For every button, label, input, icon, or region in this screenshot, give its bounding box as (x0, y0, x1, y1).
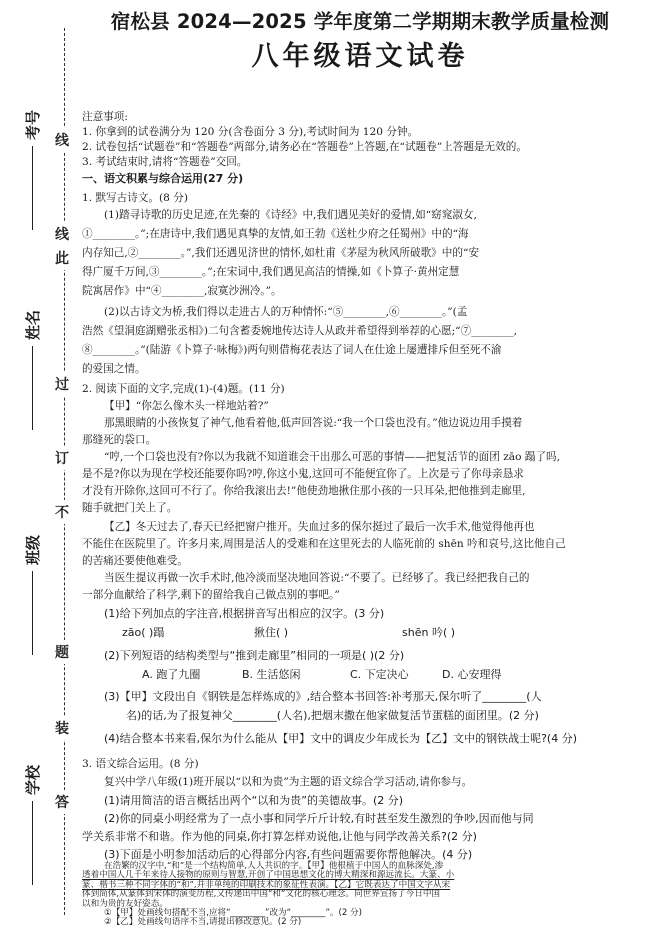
seal-word: 此 (55, 246, 69, 270)
pinyin-item[interactable]: shēn 吟( ) (402, 626, 456, 639)
passage-line: 不能住在医院里了。许多月来,周围是活人的受难和在这里死去的人临死前的 shēn 吟和哀号,这比他自己 (82, 538, 566, 550)
passage-line: 那缝死的袋口。 (82, 434, 157, 446)
name-label: 姓名 (23, 310, 42, 341)
passage-line: 随手就把门关上了。 (82, 502, 178, 514)
seal-word: 装 (55, 716, 69, 740)
passage-line: 透着中国人几千年来待人接物的原则与智慧,开创了中国思想文化的博大精深和源远流长。大篆、小 (82, 870, 455, 881)
q1-line: ①________。”;在唐诗中,我们遇见真挚的友情,如王勃《送杜少府之任蜀州》中的“海 (82, 228, 469, 240)
passage-line: 体到简体,从篆体到宋体的演变历程,又传递出中国“和”文化的核心理念。向世界宣扬了今日中国 (82, 889, 441, 900)
passage-line: 当医生提议再做一次手术时,他冷淡而坚决地回答说:“不要了。已经够了。我已经把我自己的 (104, 572, 530, 584)
option-c[interactable]: C. 下定决心 (350, 668, 409, 681)
exam-paper (82, 0, 642, 929)
passage-line: 以和为贵的友好姿态。 (82, 898, 168, 909)
seal-word: 不 (55, 500, 69, 524)
notice-item: 2. 试卷包括“试题卷”和“答题卷”两部分,请务必在“答题卷”上答题,在“试题卷”上答题是无效的。 (82, 141, 527, 153)
q1-line: 院寓居作》中“④________,寂寞沙洲冷。”。 (82, 285, 282, 297)
exam-number-label: 考号 (23, 110, 42, 141)
passage-line: 【甲】“你怎么像木头一样地站着?” (104, 400, 269, 412)
q1-line: ⑧________。”(陆游《卜算子·咏梅》)两句则借梅花表达了词人在仕途上屡遭排斥但至死不渝 (82, 344, 502, 356)
sub-question: (1)给下列加点的字注音,根据拼音写出相应的汉字。(3 分) (104, 607, 385, 620)
school-blank[interactable] (32, 801, 33, 885)
seal-word: 订 (55, 446, 69, 470)
sub-question: (2)下列短语的结构类型与“推到走廊里”相同的一项是( )(2 分) (104, 649, 405, 662)
class-field[interactable] (22, 535, 42, 655)
exam-title: 宿松县 2024—2025 学年度第二学期期末教学质量检测 (110, 10, 610, 33)
pinyin-item[interactable]: 揪住( ) (254, 626, 289, 639)
question-title: 2. 阅读下面的文字,完成(1)-(4)题。(11 分) (82, 383, 285, 395)
seal-word: 线 (55, 222, 69, 246)
pinyin-item[interactable]: zāo( )蹋 (122, 626, 165, 639)
sub-question: (3)【甲】文段出自《钢铁是怎样炼成的》,结合整本书回答:补考那天,保尔听了________(人 (104, 690, 542, 703)
class-label: 班级 (23, 535, 42, 566)
q1-line: 的爱国之情。 (82, 363, 146, 375)
q1-line: (1)踏寻诗歌的历史足迹,在先秦的《诗经》中,我们遇见美好的爱情,如“窈窕淑女, (104, 209, 477, 221)
passage-line: 一部分血献给了科学,剩下的留给我自己做点别的事吧。” (82, 589, 340, 601)
fix-question: ②【乙】处画线句语序不当,请提出修改意见。(2 分) (104, 917, 302, 928)
option-a[interactable]: A. 跑了九圈 (142, 668, 201, 681)
seal-word: 过 (55, 372, 69, 396)
seal-line (64, 28, 65, 915)
q1-line: 得广厦千万间,③________。”;在宋词中,我们遇见高洁的情操,如《卜算子·黄州定慧 (82, 266, 460, 278)
notice-heading: 注意事项: (82, 111, 128, 123)
option-d[interactable]: D. 心安理得 (442, 668, 502, 681)
fix-question: ①【甲】处画线句搭配不当,应将“________”改为“________”。(2 分) (104, 908, 362, 918)
binding-margin (0, 0, 78, 929)
seal-word: 答 (55, 790, 69, 814)
q1-line: 内存知己,②________。”,我们还遇见济世的情怀,如杜甫《茅屋为秋风所破歌》中的“安 (82, 247, 480, 259)
question-title: 1. 默写古诗文。(8 分) (82, 192, 189, 204)
passage-line: 的苦痛还要使他难受。 (82, 555, 188, 567)
notice-item: 3. 考试结束时,请将“答题卷”交回。 (82, 156, 248, 168)
option-b[interactable]: B. 生活悠闲 (242, 668, 301, 681)
passage-line: 【乙】冬天过去了,春天已经把窗户推开。失血过多的保尔挺过了最后一次手术,他觉得他再也 (104, 521, 535, 533)
passage-line: 篆、楷书三种不同字体的“和”,并非单纯的印刷技术的象征性表演。【乙】它既表达了中国文字从宋 (82, 879, 451, 890)
sub-question: (2)你的同桌小明经常为了一点小事和同学斤斤计较,有时甚至发生激烈的争吵,因而他与同 (104, 812, 534, 825)
exam-number-field[interactable] (22, 110, 42, 230)
section-heading: 一、语文积累与综合运用(27 分) (82, 172, 244, 185)
sub-question: (4)结合整本书来看,保尔为什么能从【甲】文中的调皮少年成长为【乙】文中的钢铁战士呢?(4 分) (104, 732, 577, 745)
passage-line: 才没有开除你,这回可不行了。你给我滚出去!”他使劲地揪住那小孩的一只耳朵,把他推到走廊里, (82, 485, 526, 497)
passage-line: 在浩繁的汉字中,“和”是一个结构简单,人人共识的字。【甲】他根植于中国人的血脉深处,渗 (104, 861, 444, 871)
passage-line: 是不是?你以为现在学校还能要你吗?哼,你这小鬼,这回可不能便宜你了。上次是亏了你母亲恳求 (82, 468, 524, 480)
school-field[interactable] (22, 765, 42, 885)
q1-line: (2)以古诗文为桥,我们得以走进古人的万种情怀:“⑤________,⑥________。”(孟 (104, 306, 468, 318)
class-blank[interactable] (32, 571, 33, 655)
q3-intro: 复兴中学八年级(1)班开展以“以和为贵”为主题的语文综合学习活动,请你参与。 (104, 776, 473, 788)
passage-line: “哼,一个口袋也没有?你以为我就不知道谁会干出那么可恶的事情——把复活节的面团 zāo 蹋了吗, (104, 451, 560, 463)
sub-question: 名)的话,为了报复神父________(人名),把烟末撒在他家做复活节蛋糕的面团里。(2 分) (126, 709, 539, 722)
exam-number-blank[interactable] (32, 146, 33, 230)
name-blank[interactable] (32, 346, 33, 430)
sub-question: (3)下面是小明参加活动后的心得部分内容,有些问题需要你帮他解决。(4 分) (104, 848, 473, 861)
school-label: 学校 (23, 765, 42, 796)
passage-line: 那黑眼睛的小孩恢复了神气,他看着他,低声回答说:“我一个口袋也没有。”他边说边用手摸着 (104, 417, 523, 429)
name-field[interactable] (22, 310, 42, 430)
sub-question: 学关系非常不和谐。作为他的同桌,你打算怎样劝说他,让他与同学改善关系?(2 分) (82, 830, 477, 843)
q1-line: 浩然《望洞庭湖赠张丞相》)二句含蓄委婉地传达诗人从政并希望得到举荐的心愿;“⑦________, (82, 325, 517, 337)
sub-question: (1)请用简洁的语言概括出两个“以和为贵”的美德故事。(2 分) (104, 794, 404, 807)
notice-item: 1. 你拿到的试卷满分为 120 分(含卷面分 3 分),考试时间为 120 分钟。 (82, 126, 419, 138)
exam-subtitle: 八年级语文试卷 (251, 41, 469, 72)
seal-word: 题 (55, 640, 69, 664)
seal-word: 线 (55, 128, 69, 152)
question-title: 3. 语文综合运用。(8 分) (82, 758, 199, 770)
